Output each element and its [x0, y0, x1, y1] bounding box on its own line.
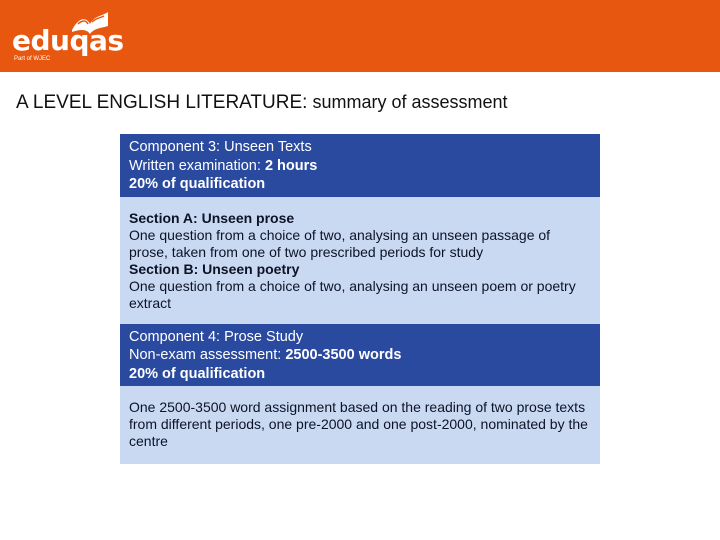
component-4-text: One 2500-3500 word assignment based on the reading of two prose texts from different periods, one pre-2000 and one post-2000, nominated by the centre — [129, 399, 588, 449]
logo-tagline: Part of WJEC — [14, 56, 51, 62]
assessment-table — [120, 134, 600, 464]
component-3-weight: 20% of qualification — [129, 176, 266, 192]
section-b-text: One question from a choice of two, analysing an unseen poem or poetry extract — [129, 277, 576, 311]
component-3-body — [120, 197, 600, 324]
title-main: A LEVEL ENGLISH LITERATURE: — [16, 92, 308, 113]
component-4-weight: 20% of qualification — [129, 365, 266, 382]
section-b-heading: Section B: Unseen poetry — [129, 260, 300, 277]
component-4-name: Component 4: Prose Study — [129, 328, 304, 345]
section-a-text: One question from a choice of two, analysing an unseen passage of prose, taken from one of two prescribed periods for study — [129, 226, 551, 260]
component-4-header — [120, 324, 600, 387]
component-4-body — [120, 386, 600, 464]
header-bar — [0, 0, 720, 72]
component-4-exam: Non-exam assessment: 2500-3500 words — [129, 347, 402, 363]
component-3-name: Component 3: Unseen Texts — [129, 139, 312, 155]
logo-wordmark: eduqas — [12, 24, 124, 57]
component-3-header — [120, 134, 600, 197]
component-3-exam: Written examination: 2 hours — [129, 157, 318, 174]
eduqas-logo — [12, 10, 122, 66]
title-rest: summary of assessment — [307, 92, 508, 112]
section-a-heading: Section A: Unseen prose — [129, 209, 295, 226]
page-title — [16, 92, 508, 114]
